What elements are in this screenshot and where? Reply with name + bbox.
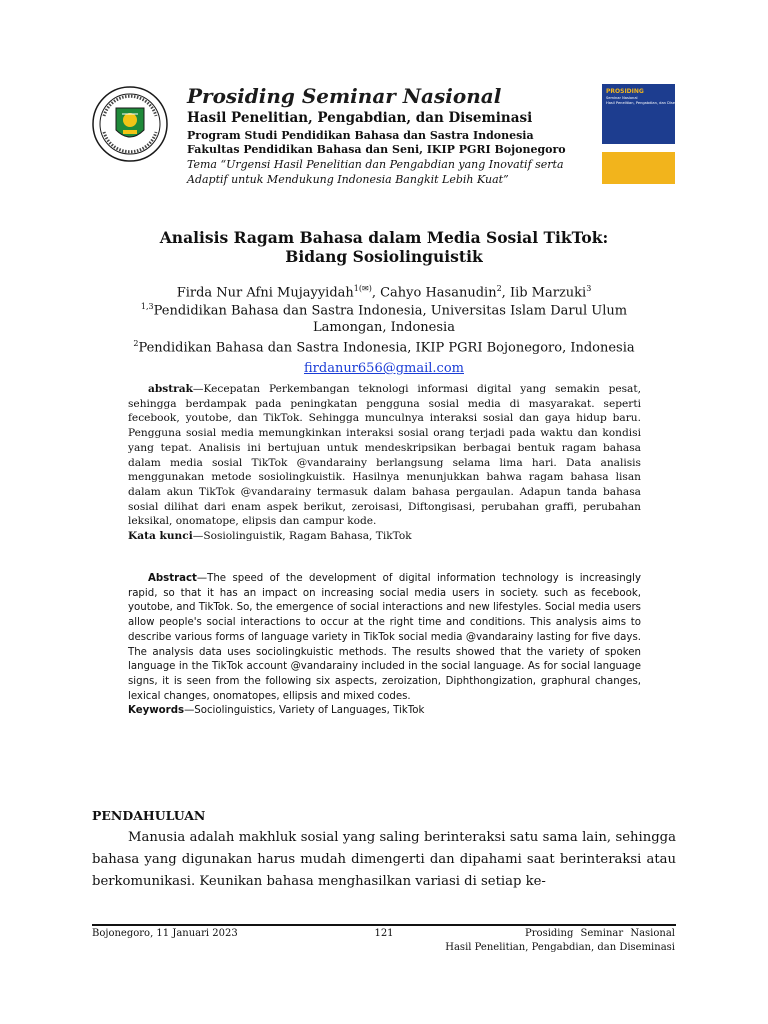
- dash: —: [192, 530, 204, 543]
- abstrak-label: abstrak: [148, 383, 193, 395]
- affiliation-2: [0, 339, 768, 355]
- author-name: Iib Marzuki: [509, 285, 587, 301]
- authors: [0, 284, 768, 300]
- abstrak-paragraph: [128, 382, 641, 529]
- theme-text: “Urgensi Hasil Penelitian dan Pengabdian yang Inovatif serta Adaptif untuk Mendukung Indonesia Bangkit Lebih Kuat”: [187, 158, 564, 186]
- footer-rule: [92, 924, 676, 926]
- author-name: Cahyo Hasanudin: [380, 285, 497, 301]
- proceedings-cover: [602, 84, 687, 184]
- author-sep: ,: [501, 285, 510, 301]
- keywords-text: Sociolinguistics, Variety of Languages, TikTok: [194, 705, 425, 717]
- email-line: [0, 357, 768, 376]
- affiliation-1-line1: [0, 302, 768, 318]
- kata-kunci-line: [128, 529, 641, 544]
- section-body: [92, 827, 676, 893]
- ikip-pgri-logo: [92, 86, 168, 162]
- abstract-paragraph: [128, 572, 641, 704]
- cover-title: PROSIDING: [606, 88, 644, 95]
- seminar-theme: [187, 157, 597, 187]
- dash: —: [196, 573, 208, 584]
- author-sup: 3: [586, 284, 592, 293]
- affiliation-text: Pendidikan Bahasa dan Sastra Indonesia, Universitas Islam Darul Ulum: [153, 303, 628, 319]
- affiliation-1-line2: Lamongan, Indonesia: [313, 320, 455, 335]
- kata-kunci-text: Sosiolinguistik, Ragam Bahasa, TikTok: [203, 530, 412, 543]
- keywords-line: [128, 704, 641, 719]
- body-paragraph: Manusia adalah makhluk sosial yang saling berinteraksi satu sama lain, sehingga bahasa yang digunakan harus mudah dimengerti dan dipahami saat berinteraksi atau berkomunikasi. Keunikan bahasa menghasilkan variasi di setiap ke-: [92, 830, 676, 889]
- cover-sub-line1: Seminar Nasional: [606, 96, 638, 100]
- proceedings-title: Prosiding Seminar Nasional: [187, 84, 502, 108]
- dash: —: [184, 705, 195, 717]
- abstract-label: Abstract: [148, 573, 197, 584]
- cover-subtitle: [606, 96, 687, 105]
- section-heading: PENDAHULUAN: [92, 808, 206, 823]
- abstrak-section: [128, 382, 641, 544]
- abstract-text: The speed of the development of digital information technology is increasingly rapid, so that it has an impact on increasing social media users in society. such as fecebook, youtobe, and TikTok. So, the emergence of social interactions and new lifestyles. Social media users allow people's social interactions to occur at the right time and conditions. This analysis aims to describe various forms of language variety in TikTok social media @vandarainy lasting for five days. The analysis data uses sociolingkuistic methods. The results showed that the variety of spoken language in the TikTok account @vandarainy included in the social language. As for social language signs, it is seen from the following six aspects, zeroization, Diphthongization, graphural changes, lexical changes, onomatopes, ellipsis and mixed codes.: [128, 573, 641, 702]
- proceedings-subtitle: Hasil Penelitian, Pengabdian, dan Diseminasi: [187, 110, 533, 126]
- faculty: Fakultas Pendidikan Bahasa dan Seni, IKIP PGRI Bojonegoro: [187, 143, 566, 156]
- article-title-line1: Analisis Ragam Bahasa dalam Media Sosial TikTok:: [159, 228, 609, 247]
- affiliation-sup: 2: [133, 339, 139, 348]
- author-sup: 1(✉): [353, 284, 372, 293]
- footer-date: Bojonegoro, 11 Januari 2023: [92, 928, 238, 939]
- footer-subtitle: Hasil Penelitian, Pengabdian, dan Diseminasi: [445, 942, 675, 953]
- affiliation-text: Pendidikan Bahasa dan Sastra Indonesia, IKIP PGRI Bojonegoro, Indonesia: [138, 340, 635, 356]
- study-program: Program Studi Pendidikan Bahasa dan Sastra Indonesia: [187, 129, 534, 142]
- author-name: Firda Nur Afni Mujayyidah: [176, 285, 354, 301]
- page-number: 121: [374, 928, 394, 939]
- author-sep: ,: [371, 285, 381, 301]
- kata-kunci-label: Kata kunci: [128, 530, 193, 543]
- cover-band: [602, 144, 675, 152]
- cover-sub-line2: Hasil Penelitian, Pengabdian, dan Diseminasi: [606, 100, 687, 105]
- abstract-section: [128, 572, 641, 719]
- article-title-line2: Bidang Sosiolinguistik: [285, 247, 483, 266]
- affiliation-sup: 1,3: [140, 302, 154, 311]
- theme-label: Tema: [187, 158, 217, 171]
- author-email-link[interactable]: firdanur656@gmail.com: [303, 361, 464, 376]
- footer-proceedings: Prosiding Seminar Nasional: [525, 928, 675, 939]
- keywords-label: Keywords: [128, 705, 185, 717]
- author-sup: 2: [496, 284, 502, 293]
- dash: —: [192, 383, 204, 395]
- abstrak-text: Kecepatan Perkembangan teknologi informasi digital yang semakin pesat, sehingga berdampak pada peningkatan pengguna sosial media di masyarakat. seperti fecebook, youtobe, dan TikTok. Sehingga munculnya interaksi sosial dan gaya hidup baru. Pengguna sosial media memungkinkan interaksi sosial orang terjadi pada waktu dan kondisi yang tepat. Analisis ini bertujuan untuk mendeskripsikan berbagai bentuk ragam bahasa dalam media sosial TikTok @vandarainy berlangsung selama lima hari. Data analisis menggunakan metode sosiolingkuistik. Hasilnya menunjukkan bahwa ragam bahasa lisan dalam akun TikTok @vandarainy termasuk dalam bahasa pergaulan. Adapun tanda bahasa sosial dilihat dari enam aspek berikut, zeroisasi, Diftongisasi, perubahan graffi, perubahan leksikal, onomatope, elipsis dan campur kode.: [128, 383, 641, 528]
